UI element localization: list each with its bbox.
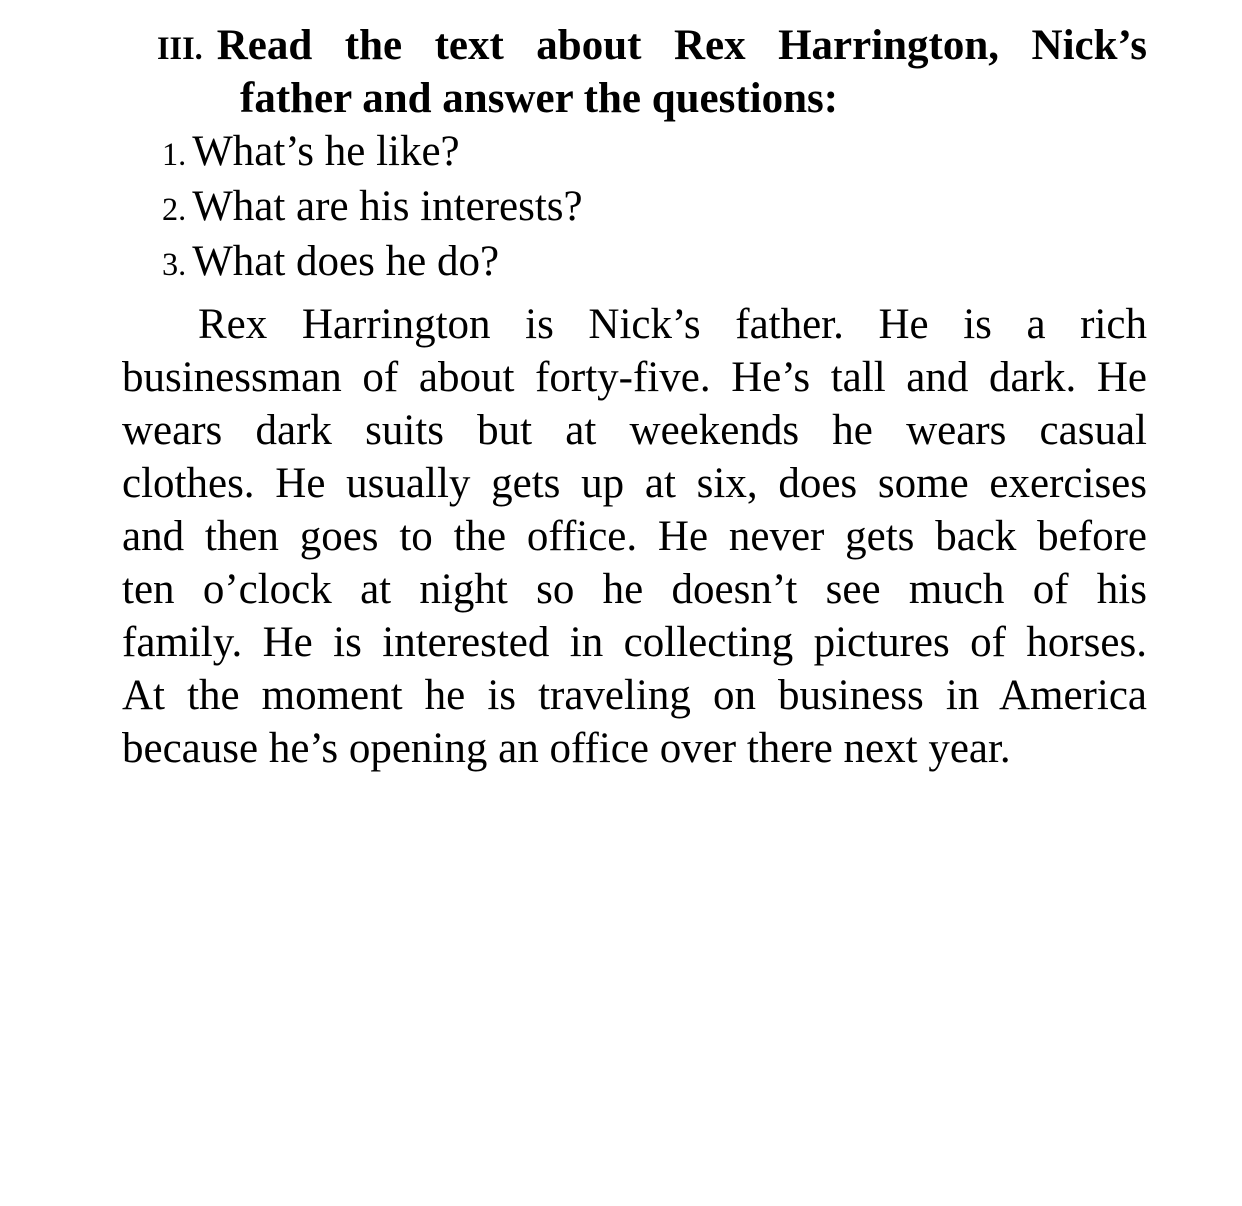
question-number-3: 3. bbox=[162, 246, 187, 282]
question-text-2: What are his interests? bbox=[192, 183, 583, 230]
question-item-3 bbox=[162, 235, 1147, 288]
exercise-roman-number: III. bbox=[157, 30, 203, 66]
question-text-1: What’s he like? bbox=[192, 128, 460, 175]
question-item-2 bbox=[162, 180, 1147, 233]
paragraph-line: and then goes to the office. He never gets back before bbox=[122, 513, 1147, 560]
paragraph-line: clothes. He usually gets up at six, does some exercises bbox=[122, 460, 1147, 507]
question-item-1 bbox=[162, 125, 1147, 178]
question-list bbox=[162, 125, 1147, 288]
question-text-3: What does he do? bbox=[192, 238, 500, 285]
exercise-heading-line1 bbox=[157, 19, 1147, 72]
exercise-heading-text-line1: Read the text about Rex Harrington, Nick’s bbox=[216, 22, 1147, 69]
reading-paragraph bbox=[122, 298, 1147, 775]
exercise-heading bbox=[157, 19, 1147, 125]
paragraph-line: because he’s opening an office over there next year. bbox=[122, 725, 1011, 772]
paragraph-line: ten o’clock at night so he doesn’t see much of his bbox=[122, 566, 1147, 613]
question-number-1: 1. bbox=[162, 136, 187, 172]
paragraph-line: Rex Harrington is Nick’s father. He is a rich bbox=[198, 301, 1147, 348]
paragraph-line: At the moment he is traveling on business in America bbox=[122, 672, 1147, 719]
question-number-2: 2. bbox=[162, 191, 187, 227]
paragraph-line: businessman of about forty-five. He’s tall and dark. He bbox=[122, 354, 1147, 401]
paragraph-line: family. He is interested in collecting pictures of horses. bbox=[122, 619, 1147, 666]
exercise-heading-line2 bbox=[240, 72, 1147, 125]
paragraph-line: wears dark suits but at weekends he wears casual bbox=[122, 407, 1147, 454]
exercise-heading-text-line2: father and answer the questions: bbox=[240, 75, 839, 122]
